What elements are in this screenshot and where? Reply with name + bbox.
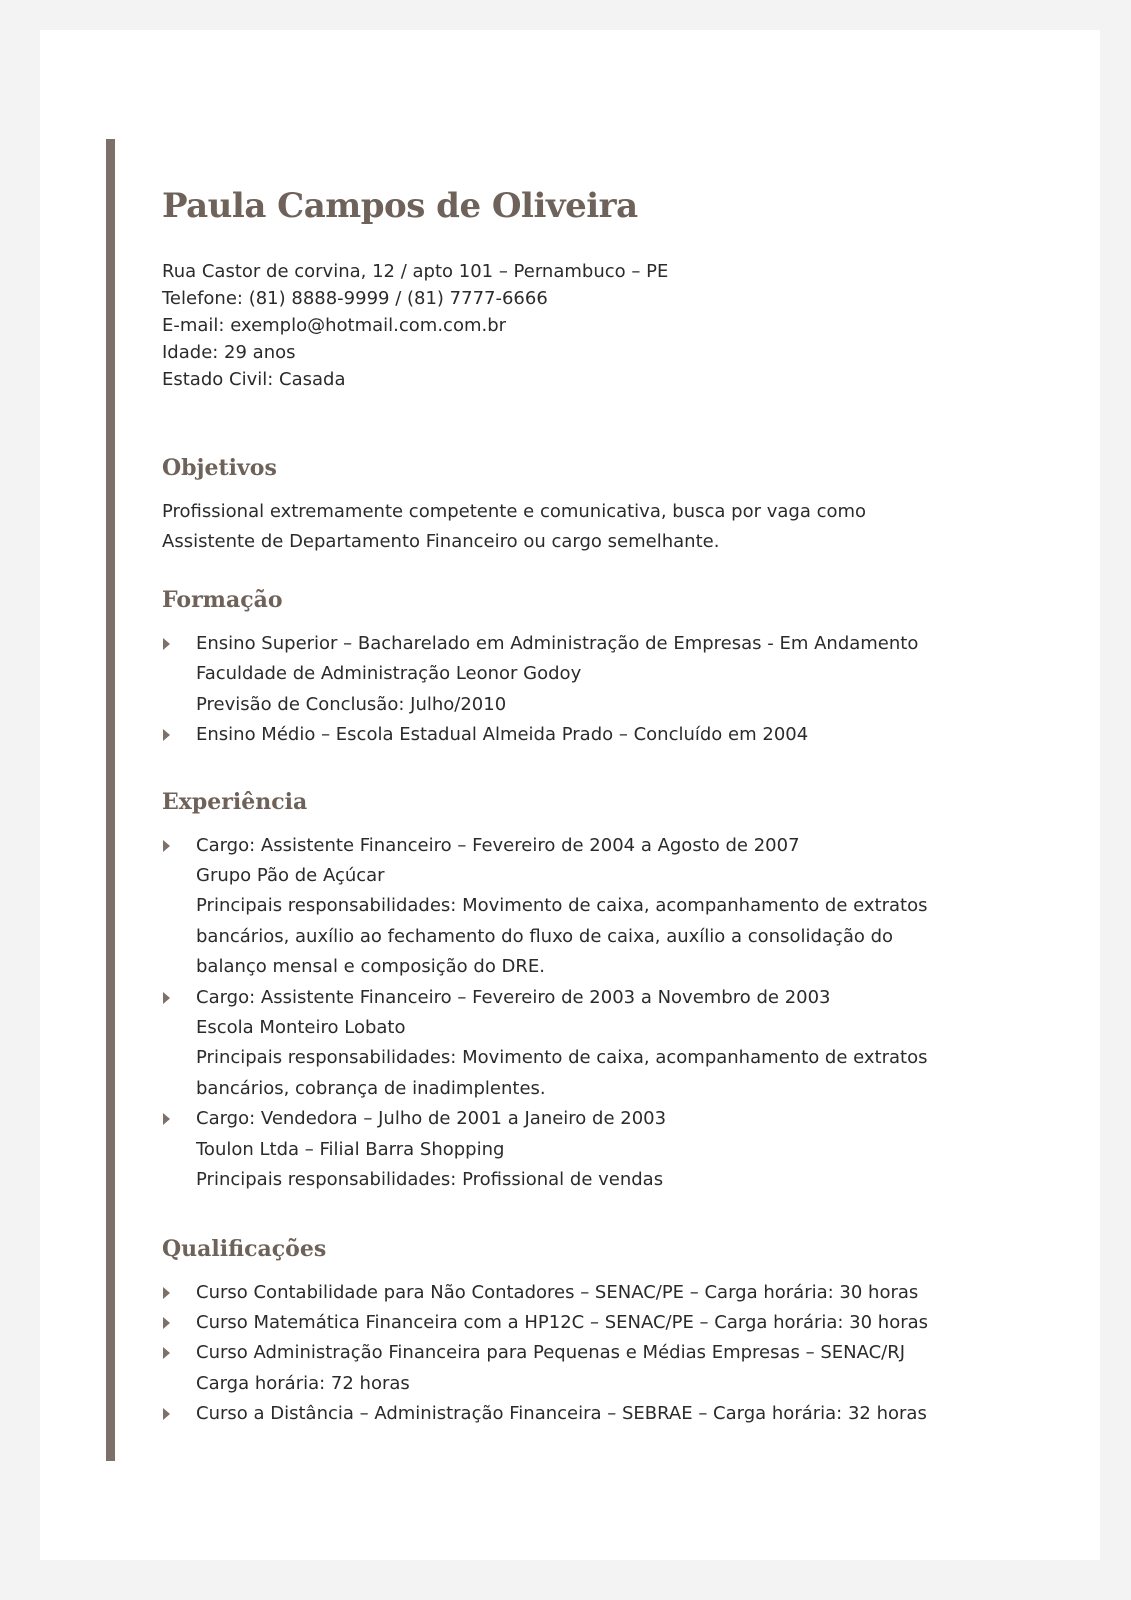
list-item (162, 629, 1062, 720)
item-line: Cargo: Assistente Financeiro – Fevereiro de 2004 a Agosto de 2007 (196, 834, 800, 856)
bullet-arrow-icon (163, 992, 170, 1004)
item-line: Principais responsabilidades: Movimento de caixa, acompanhamento de extratos (196, 895, 928, 917)
item-line: Ensino Médio – Escola Estadual Almeida Prado – Concluído em 2004 (196, 724, 809, 746)
bullet-arrow-icon (163, 729, 170, 741)
decorative-side-bar (106, 139, 115, 1461)
item-line: Toulon Ltda – Filial Barra Shopping (196, 1138, 505, 1160)
bullet-arrow-icon (163, 1287, 170, 1299)
item-line: Grupo Pão de Açúcar (196, 865, 385, 887)
contact-phone: Telefone: (81) 8888-9999 / (81) 7777-6666 (162, 288, 548, 309)
item-line: Curso a Distância – Administração Financeira – SEBRAE – Carga horária: 32 horas (196, 1403, 927, 1425)
bullet-arrow-icon (163, 1113, 170, 1125)
item-line: Principais responsabilidades: Movimento de caixa, acompanhamento de extratos (196, 1047, 928, 1069)
list-item (162, 831, 1062, 983)
item-line: Ensino Superior – Bacharelado em Administração de Empresas - Em Andamento (196, 633, 919, 654)
section-heading: Objetivos (162, 455, 277, 481)
section-heading: Formação (162, 587, 283, 613)
item-line: bancários, cobrança de inadimplentes. (196, 1077, 546, 1099)
item-line: Cargo: Vendedora – Julho de 2001 a Janeiro de 2003 (196, 1108, 667, 1130)
objective-line: Assistente de Departamento Financeiro ou cargo semelhante. (162, 531, 720, 552)
section-heading: Qualificações (162, 1235, 327, 1262)
item-line: bancários, auxílio ao fechamento do fluxo de caixa, auxílio a consolidação do (196, 925, 894, 947)
list-item (162, 1104, 1062, 1195)
section-objetivos (162, 453, 1062, 557)
section-formacao (162, 585, 1062, 751)
item-line: Faculdade de Administração Leonor Godoy (196, 663, 582, 685)
contact-address: Rua Castor de corvina, 12 / apto 101 – Pernambuco – PE (162, 261, 669, 282)
resume-content (162, 184, 1062, 1430)
bullet-arrow-icon (163, 1347, 170, 1359)
contact-marital-status: Estado Civil: Casada (162, 369, 346, 390)
bullet-arrow-icon (163, 638, 170, 650)
item-line: Cargo: Assistente Financeiro – Fevereiro de 2003 a Novembro de 2003 (196, 986, 831, 1008)
item-line: Carga horária: 72 horas (196, 1372, 410, 1394)
item-line: Curso Contabilidade para Não Contadores – SENAC/PE – Carga horária: 30 horas (196, 1281, 919, 1303)
item-line: Curso Matemática Financeira com a HP12C – SENAC/PE – Carga horária: 30 horas (196, 1311, 929, 1333)
item-line: balanço mensal e composição do DRE. (196, 956, 546, 978)
item-line: Principais responsabilidades: Profissional de vendas (196, 1169, 664, 1191)
bullet-arrow-icon (163, 840, 170, 852)
section-qualificacoes (162, 1234, 1062, 1430)
bullet-arrow-icon (163, 1408, 170, 1420)
candidate-name: Paula Campos de Oliveira (162, 186, 638, 226)
qualifications-list (162, 1278, 1062, 1430)
list-item (162, 1308, 1062, 1338)
item-line: Escola Monteiro Lobato (196, 1017, 406, 1039)
education-list (162, 629, 1062, 751)
list-item (162, 1338, 1062, 1399)
contact-email: E-mail: exemplo@hotmail.com.com.br (162, 315, 507, 336)
list-item (162, 983, 1062, 1105)
contact-age: Idade: 29 anos (162, 342, 296, 363)
contact-block (162, 258, 1062, 393)
item-line: Previsão de Conclusão: Julho/2010 (196, 693, 507, 715)
bullet-arrow-icon (163, 1317, 170, 1329)
item-line: Curso Administração Financeira para Pequenas e Médias Empresas – SENAC/RJ (196, 1342, 906, 1364)
objective-line: Profissional extremamente competente e comunicativa, busca por vaga como (162, 501, 867, 522)
section-experiencia (162, 787, 1062, 1196)
list-item (162, 720, 1062, 750)
section-heading: Experiência (162, 788, 308, 815)
experience-list (162, 831, 1062, 1196)
list-item (162, 1399, 1062, 1429)
list-item (162, 1278, 1062, 1308)
